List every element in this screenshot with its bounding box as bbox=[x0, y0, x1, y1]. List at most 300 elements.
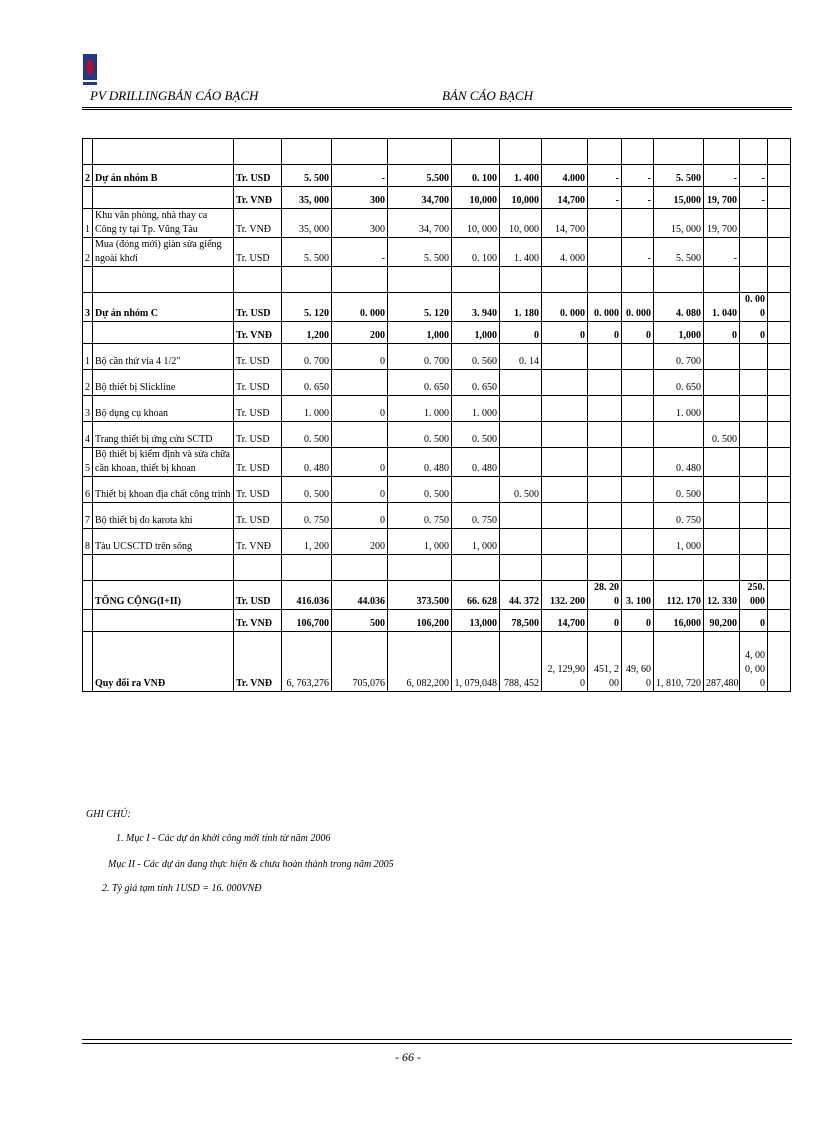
table-cell: 0. 500 bbox=[282, 477, 332, 503]
table-cell: 0 bbox=[622, 610, 654, 632]
table-cell bbox=[388, 267, 452, 293]
table-cell bbox=[500, 370, 542, 396]
table-cell: - bbox=[588, 165, 622, 187]
table-cell: 5. 500 bbox=[654, 165, 704, 187]
table-cell bbox=[93, 187, 234, 209]
table-cell bbox=[500, 529, 542, 555]
document-title: BẢN CÁO BẠCH bbox=[442, 88, 533, 103]
table-cell bbox=[768, 448, 791, 477]
table-cell bbox=[83, 610, 93, 632]
table-cell bbox=[768, 267, 791, 293]
table-cell bbox=[332, 422, 388, 448]
table-cell bbox=[768, 322, 791, 344]
table-cell: 0. 500 bbox=[388, 422, 452, 448]
table-cell: 10, 000 bbox=[452, 209, 500, 238]
table-row bbox=[83, 422, 791, 448]
table-cell bbox=[622, 422, 654, 448]
table-cell bbox=[740, 209, 768, 238]
table-row bbox=[83, 529, 791, 555]
table-cell bbox=[740, 477, 768, 503]
company-logo-icon bbox=[82, 52, 98, 92]
table-cell bbox=[388, 555, 452, 581]
table-cell: 15,000 bbox=[654, 187, 704, 209]
table-row bbox=[83, 632, 791, 692]
table-cell bbox=[740, 448, 768, 477]
table-cell: 1. 400 bbox=[500, 238, 542, 267]
table-cell bbox=[654, 555, 704, 581]
table-cell bbox=[588, 139, 622, 165]
table-cell: 106,200 bbox=[388, 610, 452, 632]
page-number: - 66 - bbox=[395, 1050, 421, 1064]
table-cell bbox=[93, 267, 234, 293]
table-cell: 90,200 bbox=[704, 610, 740, 632]
table-row bbox=[83, 293, 791, 322]
table-cell: 0 bbox=[332, 448, 388, 477]
table-cell bbox=[622, 139, 654, 165]
table-cell: Bộ cần thử vỉa 4 1/2" bbox=[93, 344, 234, 370]
table-cell: - bbox=[704, 238, 740, 267]
table-cell bbox=[740, 503, 768, 529]
table-cell: 0. 650 bbox=[282, 370, 332, 396]
table-cell: 0. 650 bbox=[452, 370, 500, 396]
table-cell bbox=[83, 581, 93, 610]
table-cell bbox=[622, 503, 654, 529]
table-cell bbox=[588, 209, 622, 238]
table-cell bbox=[740, 529, 768, 555]
table-cell: 132. 200 bbox=[542, 581, 588, 610]
table-cell: 14,700 bbox=[542, 610, 588, 632]
table-cell bbox=[542, 503, 588, 529]
table-cell: Tr. VNĐ bbox=[234, 322, 282, 344]
table-cell bbox=[654, 267, 704, 293]
table-cell: 3. 940 bbox=[452, 293, 500, 322]
table-cell bbox=[622, 370, 654, 396]
table-cell: - bbox=[704, 165, 740, 187]
table-cell: Tr. USD bbox=[234, 422, 282, 448]
table-cell: 12. 330 bbox=[704, 581, 740, 610]
table-cell: 0 bbox=[740, 610, 768, 632]
table-cell: 0. 100 bbox=[452, 238, 500, 267]
table-cell: 1,000 bbox=[388, 322, 452, 344]
table-cell: 8 bbox=[83, 529, 93, 555]
table-cell: 0. 480 bbox=[654, 448, 704, 477]
table-cell: 1, 000 bbox=[388, 529, 452, 555]
table-cell bbox=[704, 477, 740, 503]
table-cell: 1 bbox=[83, 209, 93, 238]
table-cell: 35, 000 bbox=[282, 209, 332, 238]
table-cell: 0. 480 bbox=[388, 448, 452, 477]
table-cell: 0. 000 bbox=[542, 293, 588, 322]
table-row bbox=[83, 555, 791, 581]
table-cell: 6 bbox=[83, 477, 93, 503]
table-cell: - bbox=[332, 165, 388, 187]
table-cell bbox=[452, 139, 500, 165]
table-cell bbox=[500, 448, 542, 477]
table-cell bbox=[282, 555, 332, 581]
table-cell: 0. 000 bbox=[622, 293, 654, 322]
table-cell: 4, 000, 000 bbox=[740, 632, 768, 692]
table-cell: Dự án nhóm C bbox=[93, 293, 234, 322]
table-cell: Tr. USD bbox=[234, 370, 282, 396]
table-cell: Bộ thiết bị Slickline bbox=[93, 370, 234, 396]
table-cell: 500 bbox=[332, 610, 388, 632]
table-cell bbox=[740, 555, 768, 581]
table-row bbox=[83, 322, 791, 344]
table-cell: 0. 750 bbox=[654, 503, 704, 529]
table-cell: 1,000 bbox=[654, 322, 704, 344]
table-cell: Tr. USD bbox=[234, 503, 282, 529]
table-cell bbox=[768, 529, 791, 555]
table-cell: 5. 120 bbox=[282, 293, 332, 322]
table-cell bbox=[704, 370, 740, 396]
table-cell: 1, 810, 720 bbox=[654, 632, 704, 692]
table-cell: 44.036 bbox=[332, 581, 388, 610]
table-cell bbox=[500, 555, 542, 581]
table-cell: 34, 700 bbox=[388, 209, 452, 238]
table-cell: Tr. USD bbox=[234, 448, 282, 477]
table-cell: 5. 500 bbox=[282, 165, 332, 187]
table-row bbox=[83, 267, 791, 293]
table-cell: 34,700 bbox=[388, 187, 452, 209]
table-cell: 0. 480 bbox=[452, 448, 500, 477]
table-cell: 15, 000 bbox=[654, 209, 704, 238]
table-cell bbox=[83, 632, 93, 692]
table-cell: 2 bbox=[83, 238, 93, 267]
table-cell bbox=[704, 267, 740, 293]
table-cell: 2 bbox=[83, 165, 93, 187]
table-cell bbox=[768, 422, 791, 448]
table-cell: 35, 000 bbox=[282, 187, 332, 209]
table-cell: 0. 480 bbox=[282, 448, 332, 477]
table-cell bbox=[234, 555, 282, 581]
table-cell: 0 bbox=[332, 396, 388, 422]
table-cell: 250. 000 bbox=[740, 581, 768, 610]
table-cell: 200 bbox=[332, 529, 388, 555]
table-cell: 106,700 bbox=[282, 610, 332, 632]
table-cell: 0 bbox=[704, 322, 740, 344]
company-name: PV DRILLINGBẢN CÁO BẠCH bbox=[90, 88, 259, 103]
table-cell: Tr. USD bbox=[234, 396, 282, 422]
notes-title: GHI CHÚ: bbox=[86, 809, 131, 820]
table-cell: 5. 120 bbox=[388, 293, 452, 322]
table-cell: - bbox=[740, 187, 768, 209]
table-cell bbox=[83, 187, 93, 209]
table-row bbox=[83, 165, 791, 187]
table-cell: 10, 000 bbox=[500, 209, 542, 238]
table-cell: 0 bbox=[332, 503, 388, 529]
table-cell bbox=[93, 322, 234, 344]
table-cell bbox=[500, 139, 542, 165]
table-cell bbox=[332, 267, 388, 293]
table-cell bbox=[542, 448, 588, 477]
table-cell bbox=[588, 370, 622, 396]
table-cell: 0. 14 bbox=[500, 344, 542, 370]
table-cell: - bbox=[588, 187, 622, 209]
table-cell bbox=[282, 139, 332, 165]
table-cell: 0. 750 bbox=[282, 503, 332, 529]
table-cell bbox=[704, 503, 740, 529]
table-cell: Tr. USD bbox=[234, 344, 282, 370]
table-cell: TỔNG CỘNG(I+II) bbox=[93, 581, 234, 610]
table-cell: 287,480 bbox=[704, 632, 740, 692]
table-cell: Quy đổi ra VNĐ bbox=[93, 632, 234, 692]
table-cell: 0. 500 bbox=[282, 422, 332, 448]
table-cell bbox=[500, 267, 542, 293]
table-cell bbox=[588, 448, 622, 477]
table-cell bbox=[93, 610, 234, 632]
table-cell: 5. 500 bbox=[654, 238, 704, 267]
table-cell bbox=[83, 555, 93, 581]
table-cell bbox=[83, 322, 93, 344]
table-cell bbox=[332, 370, 388, 396]
table-cell bbox=[234, 139, 282, 165]
page-header bbox=[82, 50, 792, 110]
table-row bbox=[83, 477, 791, 503]
table-cell: 2 bbox=[83, 370, 93, 396]
table-cell bbox=[768, 555, 791, 581]
table-cell bbox=[654, 139, 704, 165]
table-cell: 0. 500 bbox=[654, 477, 704, 503]
table-row bbox=[83, 503, 791, 529]
table-cell bbox=[83, 139, 93, 165]
table-cell bbox=[588, 422, 622, 448]
table-cell bbox=[282, 267, 332, 293]
table-cell: 1. 400 bbox=[500, 165, 542, 187]
table-cell bbox=[588, 396, 622, 422]
table-cell: 1. 000 bbox=[452, 396, 500, 422]
table-cell bbox=[768, 293, 791, 322]
table-cell: 4.000 bbox=[542, 165, 588, 187]
table-cell: 4. 080 bbox=[654, 293, 704, 322]
table-cell: Tr. VNĐ bbox=[234, 187, 282, 209]
table-cell: 0. 700 bbox=[654, 344, 704, 370]
table-row bbox=[83, 448, 791, 477]
table-cell: Trang thiết bị ứng cứu SCTD bbox=[93, 422, 234, 448]
table-cell: 0 bbox=[588, 610, 622, 632]
table-row bbox=[83, 370, 791, 396]
note-line-2: Mục II - Các dự án đang thực hiện & chưa hoàn thành trong năm 2005 bbox=[108, 859, 394, 870]
table-cell bbox=[768, 610, 791, 632]
table-cell bbox=[588, 477, 622, 503]
table-cell: 1 bbox=[83, 344, 93, 370]
table-row bbox=[83, 396, 791, 422]
table-cell: Dự án nhóm B bbox=[93, 165, 234, 187]
table-row bbox=[83, 139, 791, 165]
table-cell bbox=[332, 139, 388, 165]
table-cell bbox=[93, 139, 234, 165]
table-cell: 0 bbox=[500, 322, 542, 344]
table-cell: 19, 700 bbox=[704, 187, 740, 209]
table-cell: 5.500 bbox=[388, 165, 452, 187]
table-cell bbox=[704, 396, 740, 422]
table-cell: 1, 079,048 bbox=[452, 632, 500, 692]
table-cell: - bbox=[622, 165, 654, 187]
table-cell: 0. 000 bbox=[588, 293, 622, 322]
table-cell: 300 bbox=[332, 187, 388, 209]
table-cell: 200 bbox=[332, 322, 388, 344]
table-cell: 10,000 bbox=[500, 187, 542, 209]
table-cell bbox=[740, 422, 768, 448]
table-cell: Tr. USD bbox=[234, 477, 282, 503]
table-cell: 5 bbox=[83, 448, 93, 477]
investment-table bbox=[82, 138, 791, 692]
table-cell bbox=[768, 139, 791, 165]
table-cell bbox=[740, 344, 768, 370]
table-cell: 1. 040 bbox=[704, 293, 740, 322]
table-cell bbox=[740, 238, 768, 267]
table-cell bbox=[704, 139, 740, 165]
table-cell bbox=[388, 139, 452, 165]
table-cell: - bbox=[332, 238, 388, 267]
table-cell: Tr. VNĐ bbox=[234, 610, 282, 632]
table-cell: Tr. USD bbox=[234, 238, 282, 267]
table-cell: 0. 500 bbox=[388, 477, 452, 503]
table-cell: 78,500 bbox=[500, 610, 542, 632]
table-cell bbox=[622, 555, 654, 581]
table-cell: 0 bbox=[332, 477, 388, 503]
table-cell: 0 bbox=[332, 344, 388, 370]
table-cell: 3 bbox=[83, 293, 93, 322]
table-row bbox=[83, 238, 791, 267]
table-cell bbox=[332, 555, 388, 581]
table-cell: 1, 000 bbox=[654, 529, 704, 555]
table-cell bbox=[93, 555, 234, 581]
table-cell: 1,200 bbox=[282, 322, 332, 344]
table-cell: 0. 750 bbox=[388, 503, 452, 529]
table-cell: - bbox=[740, 165, 768, 187]
table-cell bbox=[622, 477, 654, 503]
table-cell: 49, 600 bbox=[622, 632, 654, 692]
table-cell: 16,000 bbox=[654, 610, 704, 632]
table-cell: 0. 700 bbox=[388, 344, 452, 370]
table-cell: 0. 700 bbox=[282, 344, 332, 370]
table-cell: 14,700 bbox=[542, 187, 588, 209]
table-cell bbox=[622, 529, 654, 555]
table-cell: 0. 000 bbox=[740, 293, 768, 322]
table-cell: 4. 000 bbox=[542, 238, 588, 267]
table-cell bbox=[740, 370, 768, 396]
table-cell bbox=[542, 555, 588, 581]
table-cell bbox=[588, 344, 622, 370]
table-cell bbox=[768, 344, 791, 370]
table-cell: 0. 650 bbox=[654, 370, 704, 396]
table-cell: 300 bbox=[332, 209, 388, 238]
table-cell bbox=[622, 209, 654, 238]
table-cell: - bbox=[622, 238, 654, 267]
table-cell: - bbox=[622, 187, 654, 209]
table-cell: Tr. VNĐ bbox=[234, 632, 282, 692]
table-cell bbox=[542, 529, 588, 555]
table-cell: Tr. USD bbox=[234, 581, 282, 610]
table-cell bbox=[83, 267, 93, 293]
table-cell bbox=[768, 370, 791, 396]
table-cell bbox=[542, 344, 588, 370]
table-cell: 0. 500 bbox=[500, 477, 542, 503]
table-cell bbox=[542, 139, 588, 165]
table-cell bbox=[452, 267, 500, 293]
table-cell bbox=[768, 209, 791, 238]
table-cell: 112. 170 bbox=[654, 581, 704, 610]
table-cell: 1, 000 bbox=[452, 529, 500, 555]
table-cell bbox=[588, 503, 622, 529]
table-row bbox=[83, 610, 791, 632]
table-cell bbox=[542, 267, 588, 293]
table-cell: Tr. USD bbox=[234, 293, 282, 322]
table-cell bbox=[654, 422, 704, 448]
table-row bbox=[83, 187, 791, 209]
table-cell: 44. 372 bbox=[500, 581, 542, 610]
table-cell bbox=[622, 344, 654, 370]
table-cell: Tr. VNĐ bbox=[234, 529, 282, 555]
table-cell bbox=[768, 187, 791, 209]
table-cell bbox=[500, 422, 542, 448]
table-cell bbox=[768, 165, 791, 187]
table-cell bbox=[622, 448, 654, 477]
table-cell bbox=[452, 555, 500, 581]
table-cell bbox=[542, 370, 588, 396]
table-cell: 10,000 bbox=[452, 187, 500, 209]
table-cell: 1. 000 bbox=[282, 396, 332, 422]
table-cell: Khu văn phòng, nhà thay ca Công ty tại Tp. Vũng Tàu bbox=[93, 209, 234, 238]
table-cell bbox=[704, 529, 740, 555]
table-cell: 28. 200 bbox=[588, 581, 622, 610]
table-cell: 4 bbox=[83, 422, 93, 448]
table-cell: 1, 200 bbox=[282, 529, 332, 555]
table-cell bbox=[588, 555, 622, 581]
table-cell: 0. 000 bbox=[332, 293, 388, 322]
table-cell: 14, 700 bbox=[542, 209, 588, 238]
table-cell: 1. 180 bbox=[500, 293, 542, 322]
table-cell: Tr. VNĐ bbox=[234, 209, 282, 238]
table-cell: 0. 500 bbox=[704, 422, 740, 448]
table-cell: 66. 628 bbox=[452, 581, 500, 610]
table-cell: 6, 082,200 bbox=[388, 632, 452, 692]
table-cell: 788, 452 bbox=[500, 632, 542, 692]
table-cell bbox=[768, 632, 791, 692]
table-cell bbox=[740, 267, 768, 293]
table-cell: 13,000 bbox=[452, 610, 500, 632]
footer-divider bbox=[82, 1039, 792, 1044]
table-cell: 0. 750 bbox=[452, 503, 500, 529]
table-cell bbox=[768, 238, 791, 267]
table-cell bbox=[768, 396, 791, 422]
table-cell: 3 bbox=[83, 396, 93, 422]
table-cell: 5. 500 bbox=[282, 238, 332, 267]
note-line-1: 1. Mục I - Các dự án khởi công mới tính từ năm 2006 bbox=[116, 833, 331, 844]
table-cell bbox=[704, 555, 740, 581]
table-cell: Bộ dụng cụ khoan bbox=[93, 396, 234, 422]
table-cell bbox=[704, 344, 740, 370]
table-row bbox=[83, 581, 791, 610]
table-cell bbox=[704, 448, 740, 477]
table-cell: 6, 763,276 bbox=[282, 632, 332, 692]
table-cell bbox=[542, 477, 588, 503]
table-cell bbox=[622, 396, 654, 422]
table-cell: 451, 200 bbox=[588, 632, 622, 692]
table-cell bbox=[768, 503, 791, 529]
table-cell bbox=[588, 238, 622, 267]
table-row bbox=[83, 209, 791, 238]
table-cell bbox=[768, 477, 791, 503]
header-divider bbox=[82, 107, 792, 110]
table-cell: Thiết bị khoan địa chất công trình bbox=[93, 477, 234, 503]
table-cell: 19, 700 bbox=[704, 209, 740, 238]
table-cell bbox=[500, 503, 542, 529]
table-cell: 0. 500 bbox=[452, 422, 500, 448]
table-cell: 416.036 bbox=[282, 581, 332, 610]
table-cell: 2, 129,900 bbox=[542, 632, 588, 692]
table-cell: Tr. USD bbox=[234, 165, 282, 187]
